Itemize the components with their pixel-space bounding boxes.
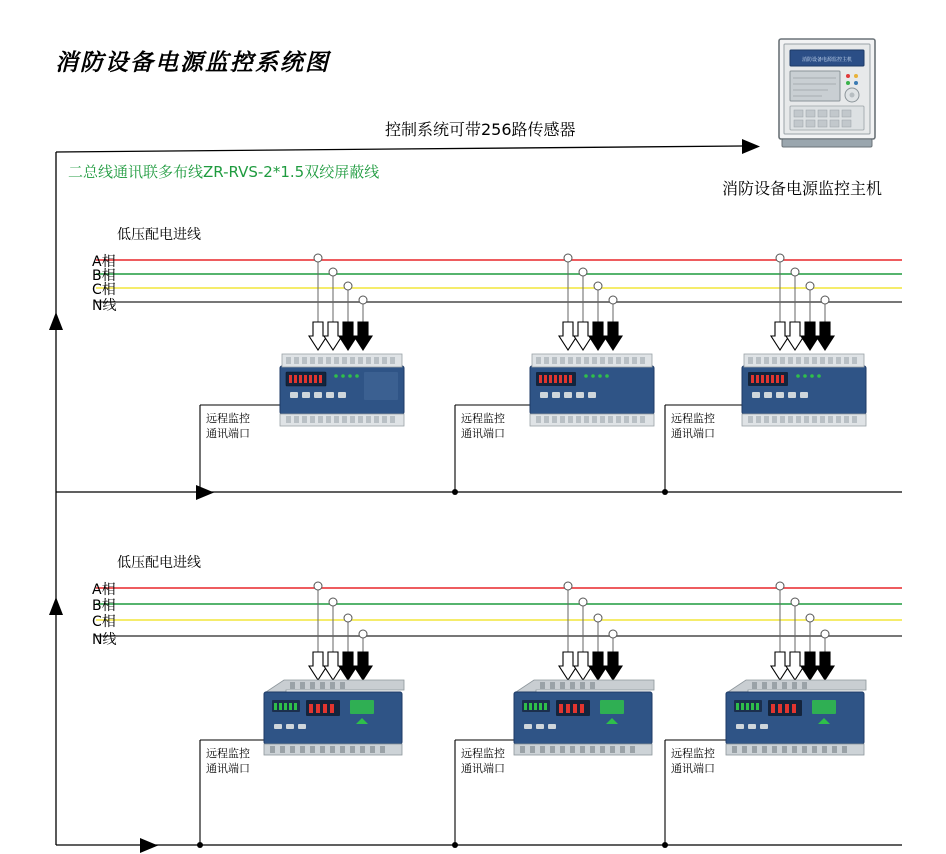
comm-port-label-upper-1 [206,411,250,441]
comm-line-label: 二总线通讯联多布线ZR-RVS-2*1.5双绞屏蔽线 [68,163,380,181]
phase-label-b-upper: B相 [92,268,116,284]
power-monitor-module-upper-2 [528,352,656,440]
comm-port-line2: 通讯端口 [461,762,505,775]
phase-label-c-lower: C相 [92,614,116,630]
phase-label-n-lower: N线 [92,632,117,648]
svg-text:消防设备电源监控主机: 消防设备电源监控主机 [801,57,853,63]
comm-port-label-lower-3 [671,746,715,776]
bus-capacity-label: 控制系统可带256路传感器 [385,120,576,139]
phase-label-c-upper: C相 [92,282,116,298]
power-monitor-module-lower-1 [258,678,406,760]
comm-port-line1: 远程监控 [671,747,715,760]
host-caption: 消防设备电源监控主机 [722,179,883,198]
comm-port-line2: 通讯端口 [461,427,505,440]
comm-port-line2: 通讯端口 [206,762,250,775]
comm-port-line1: 远程监控 [671,412,715,425]
incoming-label-upper: 低压配电进线 [117,227,201,243]
comm-port-label-lower-2 [461,746,505,776]
power-monitor-module-lower-3 [720,678,868,760]
comm-port-line1: 远程监控 [206,412,250,425]
power-monitor-module-upper-3 [740,352,868,440]
power-monitor-module-upper-1 [278,352,406,440]
incoming-label-lower: 低压配电进线 [117,555,201,571]
power-monitor-module-lower-2 [508,678,656,760]
comm-port-line2: 通讯端口 [671,762,715,775]
comm-port-label-upper-2 [461,411,505,441]
comm-port-line2: 通讯端口 [671,427,715,440]
phase-label-a-upper: A相 [92,254,116,270]
comm-port-label-lower-1 [206,746,250,776]
phase-label-b-lower: B相 [92,598,116,614]
phase-label-a-lower: A相 [92,582,116,598]
phase-label-n-upper: N线 [92,298,117,314]
comm-port-line1: 远程监控 [461,412,505,425]
comm-port-line1: 远程监控 [206,747,250,760]
page-title: 消防设备电源监控系统图 [55,50,330,76]
comm-port-line2: 通讯端口 [206,427,250,440]
comm-port-line1: 远程监控 [461,747,505,760]
comm-port-label-upper-3 [671,411,715,441]
